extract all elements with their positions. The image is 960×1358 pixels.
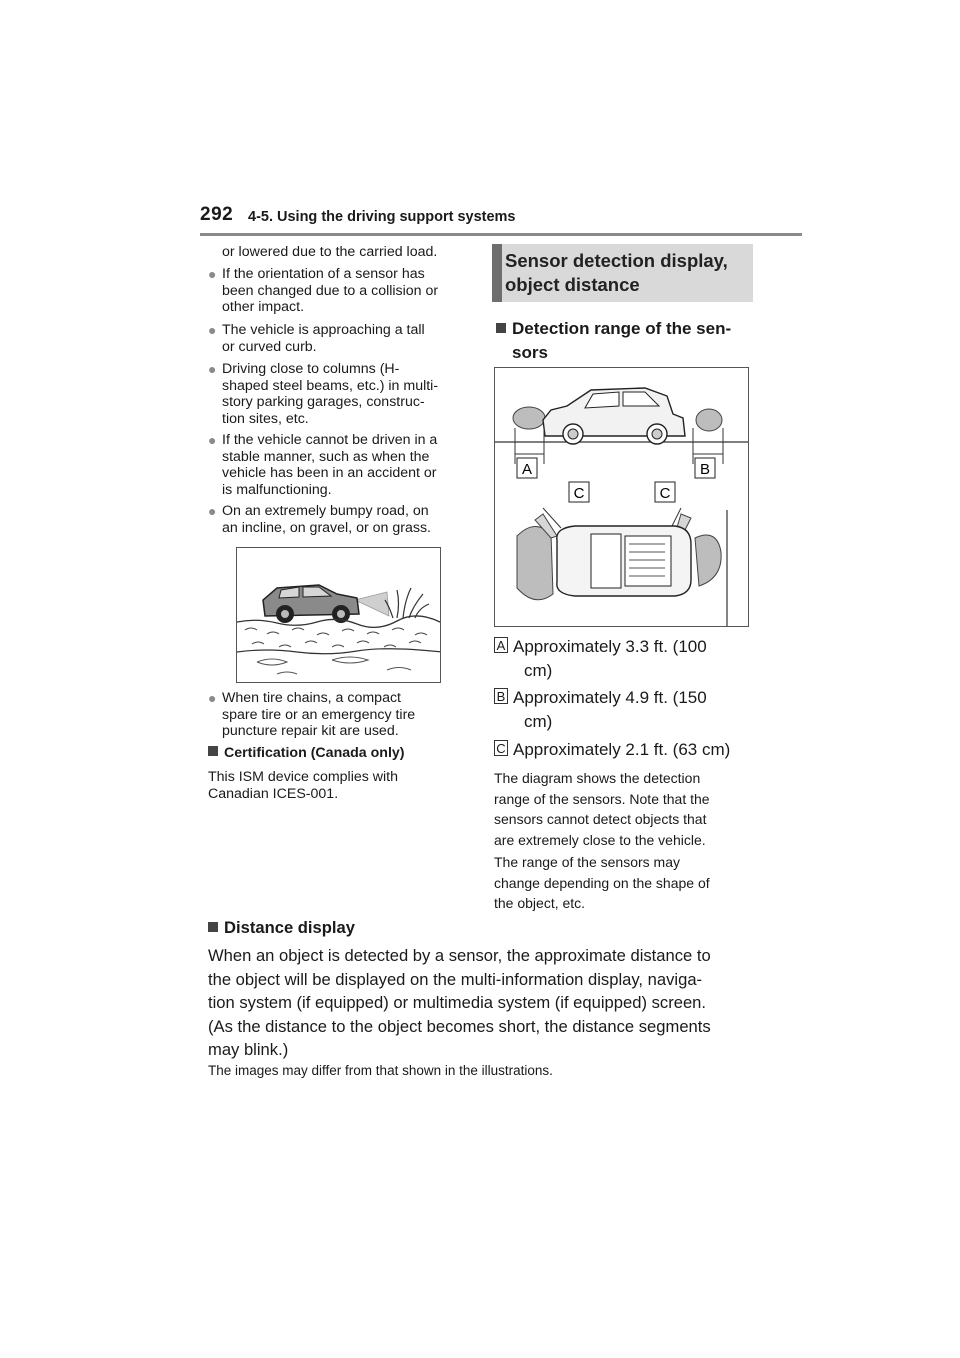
legend-key-b: B: [494, 688, 508, 704]
bullet-dot-icon: ●: [208, 690, 217, 706]
body-line: tion system (if equipped) or multimedia system (if equipped) screen.: [208, 993, 707, 1012]
heading-line: Detection range of the sen-: [512, 319, 732, 338]
bullet-dot-icon: ●: [208, 432, 217, 448]
bullet-line: is malfunctioning.: [222, 481, 332, 498]
section-title-box: [492, 244, 753, 302]
certification-text: [208, 769, 398, 802]
body-line: the object will be displayed on the multi-information display, naviga-: [208, 969, 703, 989]
bullet-line: tion sites, etc.: [222, 410, 309, 427]
header-rule: [200, 233, 802, 236]
legend-line: Approximately 4.9 ft. (150: [513, 688, 707, 707]
diagram-label-c-left: C: [573, 485, 585, 502]
bullet-line: shaped steel beams, etc.) in multi-: [222, 377, 439, 394]
legend-line: cm): [524, 712, 553, 731]
detection-range-heading: [496, 317, 731, 364]
section-box-title: [505, 249, 728, 297]
square-bullet-icon: [208, 746, 218, 756]
square-bullet-icon: [496, 323, 506, 333]
title-accent-bar: [492, 244, 502, 302]
bumpy-road-illustration: [236, 547, 441, 683]
legend-line: Approximately 3.3 ft. (100: [513, 637, 707, 656]
certification-heading: [208, 745, 405, 762]
title-line: object distance: [505, 274, 640, 295]
page-number: 292: [200, 204, 234, 225]
distance-display-heading: [208, 918, 355, 938]
note-line: the object, etc.: [494, 895, 586, 911]
note-line: The range of the sensors may: [494, 854, 680, 870]
diagram-label-b: B: [699, 461, 711, 478]
illustration-footnote: The images may differ from that shown in the illustrations.: [208, 1063, 553, 1078]
bullet-item: [208, 503, 468, 536]
sensor-range-drawing: [495, 368, 749, 627]
legend-key-a: A: [494, 637, 508, 653]
bullet-line: The vehicle is approaching a tall: [222, 322, 425, 338]
note-line: range of the sensors. Note that the: [494, 790, 710, 807]
note-line: change depending on the shape of: [494, 874, 710, 891]
bumpy-road-drawing: [237, 548, 441, 683]
bullet-item: [208, 432, 468, 498]
legend-text-a: [513, 635, 753, 683]
diagram-note: [494, 768, 710, 850]
body-line: may blink.): [208, 1040, 289, 1059]
bullet-dot-icon: ●: [208, 503, 217, 519]
certification-heading-text: Certification (Canada only): [224, 745, 405, 761]
legend-text-c: [513, 738, 753, 762]
section-title: 4-5. Using the driving support systems: [248, 209, 516, 225]
diagram-label-c-right: C: [659, 485, 671, 502]
distance-heading-text: Distance display: [224, 918, 355, 937]
range-note: [494, 852, 710, 914]
sensor-range-diagram: [494, 367, 749, 627]
bullet-line: other impact.: [222, 299, 305, 316]
bullet-line: vehicle has been in an accident or: [222, 465, 437, 482]
bullet-item: [208, 322, 468, 355]
body-line: (As the distance to the object becomes short, the distance segments: [208, 1016, 711, 1036]
certification-line: Canadian ICES-001.: [208, 785, 339, 802]
title-line: Sensor detection display,: [505, 250, 728, 271]
bullet-line: When tire chains, a compact: [222, 690, 401, 706]
note-line: sensors cannot detect objects that: [494, 811, 707, 827]
bullet-item: [208, 266, 468, 316]
legend-line: cm): [524, 661, 553, 680]
bullet-line: spare tire or an emergency tire: [222, 706, 416, 723]
continuation-text: or lowered due to the carried load.: [222, 244, 438, 260]
bullet-item: [208, 361, 468, 427]
bullet-line: been changed due to a collision or: [222, 282, 439, 299]
bullet-line: stable manner, such as when the: [222, 448, 430, 465]
bullet-line: puncture repair kit are used.: [222, 723, 399, 740]
square-bullet-icon: [208, 922, 218, 932]
note-line: are extremely close to the vehicle.: [494, 831, 706, 848]
bullet-line: If the orientation of a sensor has: [222, 266, 425, 282]
legend-text-b: [513, 686, 753, 734]
legend-line: Approximately 2.1 ft. (63 cm): [513, 740, 731, 759]
bullet-line: story parking garages, construc-: [222, 394, 425, 411]
legend-key-c: C: [494, 740, 508, 756]
bullet-dot-icon: ●: [208, 266, 217, 282]
bullet-line: On an extremely bumpy road, on: [222, 503, 429, 519]
body-line: When an object is detected by a sensor, the approximate distance to: [208, 946, 711, 965]
bullet-line: or curved curb.: [222, 338, 317, 355]
distance-display-body: [208, 944, 748, 1062]
note-line: The diagram shows the detection: [494, 770, 701, 786]
bullet-dot-icon: ●: [208, 322, 217, 338]
bullet-dot-icon: ●: [208, 361, 217, 377]
bullet-line: Driving close to columns (H-: [222, 361, 400, 377]
bullet-item: [208, 690, 468, 740]
bullet-line: If the vehicle cannot be driven in a: [222, 432, 438, 448]
heading-line: sors: [512, 342, 548, 362]
certification-line: This ISM device complies with: [208, 769, 399, 785]
diagram-label-a: A: [521, 461, 533, 478]
bullet-line: an incline, on gravel, or on grass.: [222, 519, 431, 536]
